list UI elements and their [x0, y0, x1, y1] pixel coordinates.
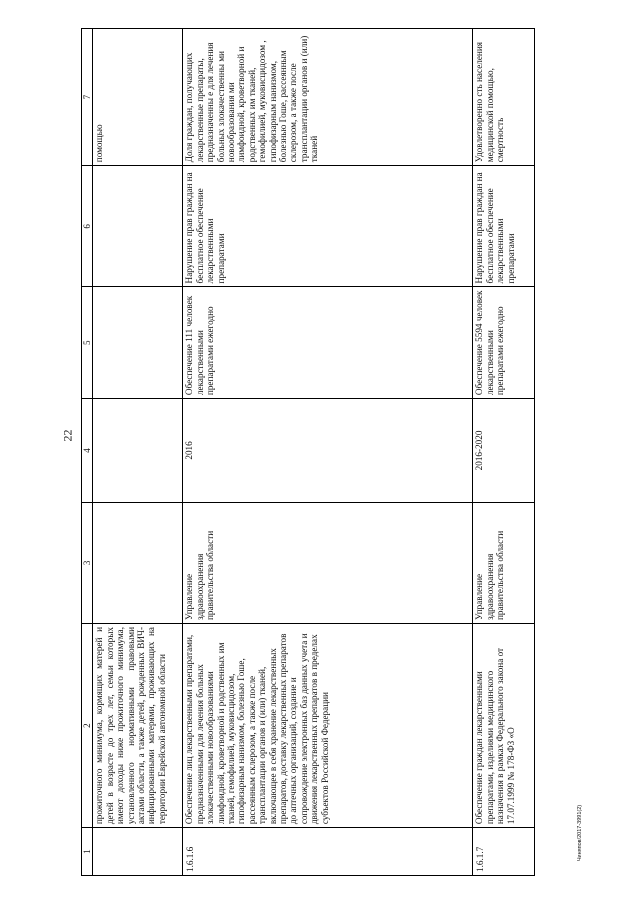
measure-description: прожиточного минимума, кормящих матерей и детей в возрасте до трех лет, семьи которых имеют доходы ниже прожиточного минимума, установленного нормативными правовыми актами области, а также детей, рожденных ВИЧ-инфицированными матерями, проживающих на территории Еврейской автономной области [93, 623, 183, 827]
non-implementation-consequences: Нарушение прав граждан на бесплатное обеспечение лекарственными препаратами [183, 166, 473, 287]
target-indicator: помощью [93, 29, 183, 166]
non-implementation-consequences [93, 166, 183, 287]
table-row [93, 29, 183, 876]
header-col-5: 5 [82, 287, 93, 399]
expected-result: Обеспечение 111 человек лекарственными препаратами ежегодно [183, 287, 473, 399]
header-col-4: 4 [82, 399, 93, 503]
measure-description: Обеспечение лиц лекарственными препаратами, предназначенными для лечения больных злокачественными новообразованиями лимфоидной, кроветворной и родственных им тканей, гемофилией, муковисцидозом, гипофизарным нанизмом, болезнью Гоше, рассеянным склерозом, а также после трансплантации органов и (или) тканей, включающее в себя хранение лекарственных препаратов, доставку лекарственных препаратов до аптечных организаций, создание и сопровождение электронных баз данных учета и движения лекарственных препаратов в пределах субъектов Российской Федерации [183, 623, 473, 827]
document-table-rotated [81, 28, 535, 876]
header-col-1: 1 [82, 828, 93, 876]
non-implementation-consequences: Нарушение прав граждан на бесплатное обеспечение лекарственными препаратами [473, 166, 535, 287]
responsible-executor [93, 502, 183, 623]
header-col-7: 7 [82, 29, 93, 166]
footer-stamp [574, 783, 586, 883]
header-col-2: 2 [82, 623, 93, 827]
expected-result [93, 287, 183, 399]
expected-result: Обеспечение 5594 человек лекарственными препаратами ежегодно [473, 287, 535, 399]
responsible-executor: Управление здравоохранения правительства области [183, 502, 473, 623]
header-row [82, 29, 93, 876]
implementation-period: 2016 [183, 399, 473, 503]
measure-description: Обеспечение граждан лекарственными препаратами, изделиями медицинского назначения в рамках Федерального закона от 17.07.1999 № 178-ФЗ «О [473, 623, 535, 827]
target-indicator: Доля граждан, получающих лекарственные препараты, предназначенны е для лечения больных злокачественны ми новообразования ми лимфоидной, кроветворной и родственных им тканей, гемофилией, муковисцидозом , гипофизарным нанизмом, болезнью Гоше, рассеянным склерозом, а также после трансплантации органов и (или) тканей [183, 29, 473, 166]
page-number: 22 [60, 429, 75, 442]
row-number: 1.6.1.6 [183, 828, 473, 876]
target-indicator: Удовлетворенно сть населения медицинской помощью, смертность [473, 29, 535, 166]
implementation-period [93, 399, 183, 503]
footer-stamp-text: Чиняпов/2017-3991(2) [577, 804, 583, 862]
header-col-3: 3 [82, 502, 93, 623]
header-col-6: 6 [82, 166, 93, 287]
row-number [93, 828, 183, 876]
row-number: 1.6.1.7 [473, 828, 535, 876]
implementation-period: 2016-2020 [473, 399, 535, 503]
table-row [183, 29, 473, 876]
responsible-executor: Управление здравоохранения правительства области [473, 502, 535, 623]
program-measures-table [81, 28, 535, 876]
table-row [473, 29, 535, 876]
